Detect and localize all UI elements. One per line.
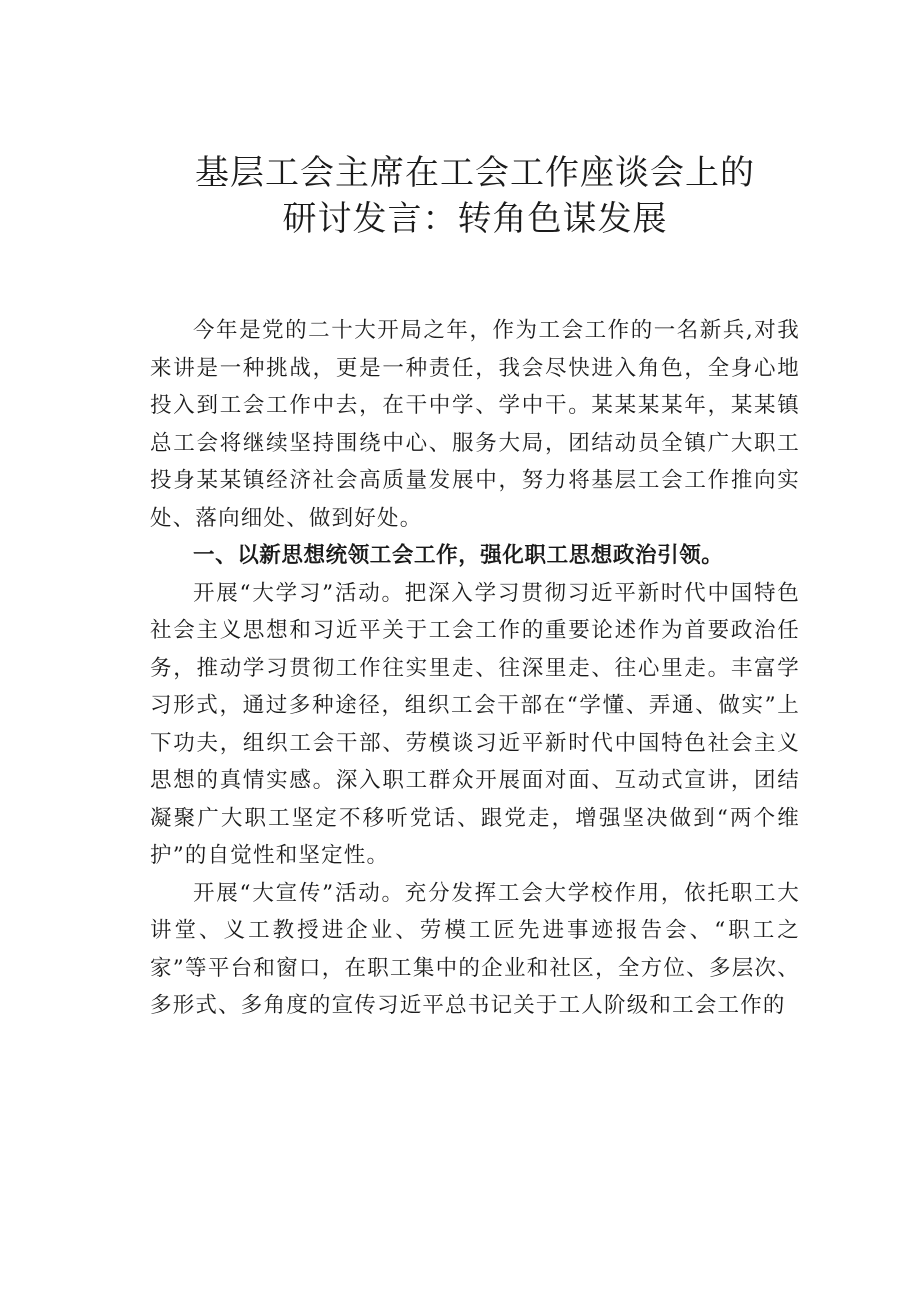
section-heading-1: 一、以新思想统领工会工作，强化职工思想政治引领。 (193, 543, 724, 568)
document-title (150, 150, 800, 242)
intro-paragraph: 今年是党的二十大开局之年，作为工会工作的一名新兵,对我来讲是一种挑战，更是一种责任，我会尽快进入角色，全身心地投入到工会工作中去，在干中学、学中干。某某某某年，某某镇总工会将继续坚持围绕中心、服务大局，团结动员全镇广大职工投身某某镇经济社会高质量发展中，努力将基层工会工作推向实处、落向细处、做到好处。 (150, 318, 800, 531)
publicity-paragraph: 开展“大宣传”活动。充分发挥工会大学校作用，依托职工大讲堂、义工教授进企业、劳模工匠先进事迹报告会、“职工之家”等平台和窗口，在职工集中的企业和社区，全方位、多层次、多形式、多角度的宣传习近平总书记关于工人阶级和工会工作的 (150, 880, 800, 1018)
title-line-1: 基层工会主席在工会工作座谈会上的 (195, 153, 755, 193)
title-line-2: 研讨发言：转角色谋发展 (282, 199, 668, 239)
study-paragraph: 开展“大学习”活动。把深入学习贯彻习近平新时代中国特色社会主义思想和习近平关于工会工作的重要论述作为首要政治任务，推动学习贯彻工作往实里走、往深里走、往心里走。丰富学习形式，通过多种途径，组织工会干部在“学懂、弄通、做实”上下功夫，组织工会干部、劳模谈习近平新时代中国特色社会主义思想的真情实感。深入职工群众开展面对面、互动式宣讲，团结凝聚广大职工坚定不移听党话、跟党走，增强坚决做到“两个维护”的自觉性和坚定性。 (150, 580, 800, 868)
document-body (150, 312, 800, 1025)
document-page (150, 150, 800, 1025)
